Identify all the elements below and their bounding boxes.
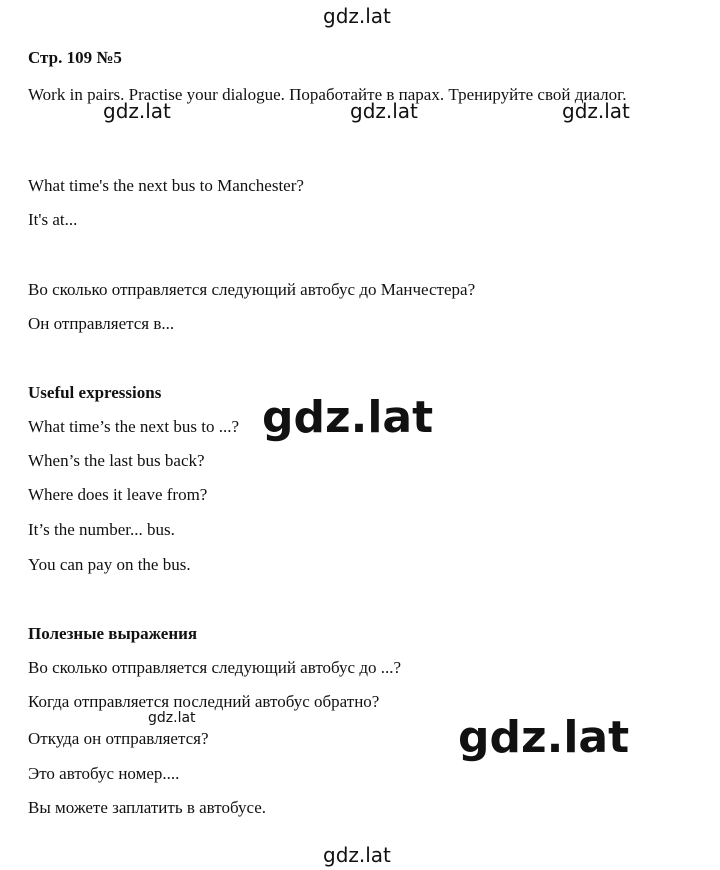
useful-en-item-4: It’s the number... bus.	[28, 520, 175, 539]
dialogue-en-line-1: What time's the next bus to Manchester?	[28, 176, 304, 195]
dialogue-ru-line-1: Во сколько отправляется следующий автобус до Манчестера?	[28, 280, 476, 299]
useful-ru-item-1: Во сколько отправляется следующий автобус до ...?	[28, 658, 402, 677]
page-heading: Стр. 109 №5	[28, 48, 122, 67]
useful-en-item-3: Where does it leave from?	[28, 485, 208, 504]
useful-expressions-title: Useful expressions	[28, 383, 162, 402]
watermark-bottom: gdz.lat	[323, 843, 391, 867]
useful-ru-item-5: Вы можете заплатить в автобусе.	[28, 798, 266, 817]
watermark-top: gdz.lat	[323, 4, 391, 28]
watermark-row-center: gdz.lat	[350, 99, 418, 123]
intro-text: Work in pairs. Practise your dialogue. Поработайте в парах. Тренируйте свой диалог.	[28, 85, 627, 104]
useful-ru-item-3: Откуда он отправляется?	[28, 729, 209, 748]
watermark-small-mid: gdz.lat	[148, 710, 196, 726]
useful-ru-title: Полезные выражения	[28, 624, 198, 643]
watermark-big-right: gdz.lat	[458, 712, 630, 763]
useful-ru-item-4: Это автобус номер....	[28, 764, 180, 783]
useful-en-item-1: What time’s the next bus to ...?	[28, 417, 240, 436]
useful-en-item-2: When’s the last bus back?	[28, 451, 205, 470]
watermark-row-right: gdz.lat	[562, 99, 630, 123]
dialogue-ru-line-2: Он отправляется в...	[28, 314, 175, 333]
useful-ru-item-2: Когда отправляется последний автобус обратно?	[28, 692, 380, 711]
dialogue-en-line-2: It's at...	[28, 210, 78, 229]
watermark-row-left: gdz.lat	[103, 99, 171, 123]
watermark-big-center: gdz.lat	[262, 392, 434, 443]
useful-en-item-5: You can pay on the bus.	[28, 555, 191, 574]
